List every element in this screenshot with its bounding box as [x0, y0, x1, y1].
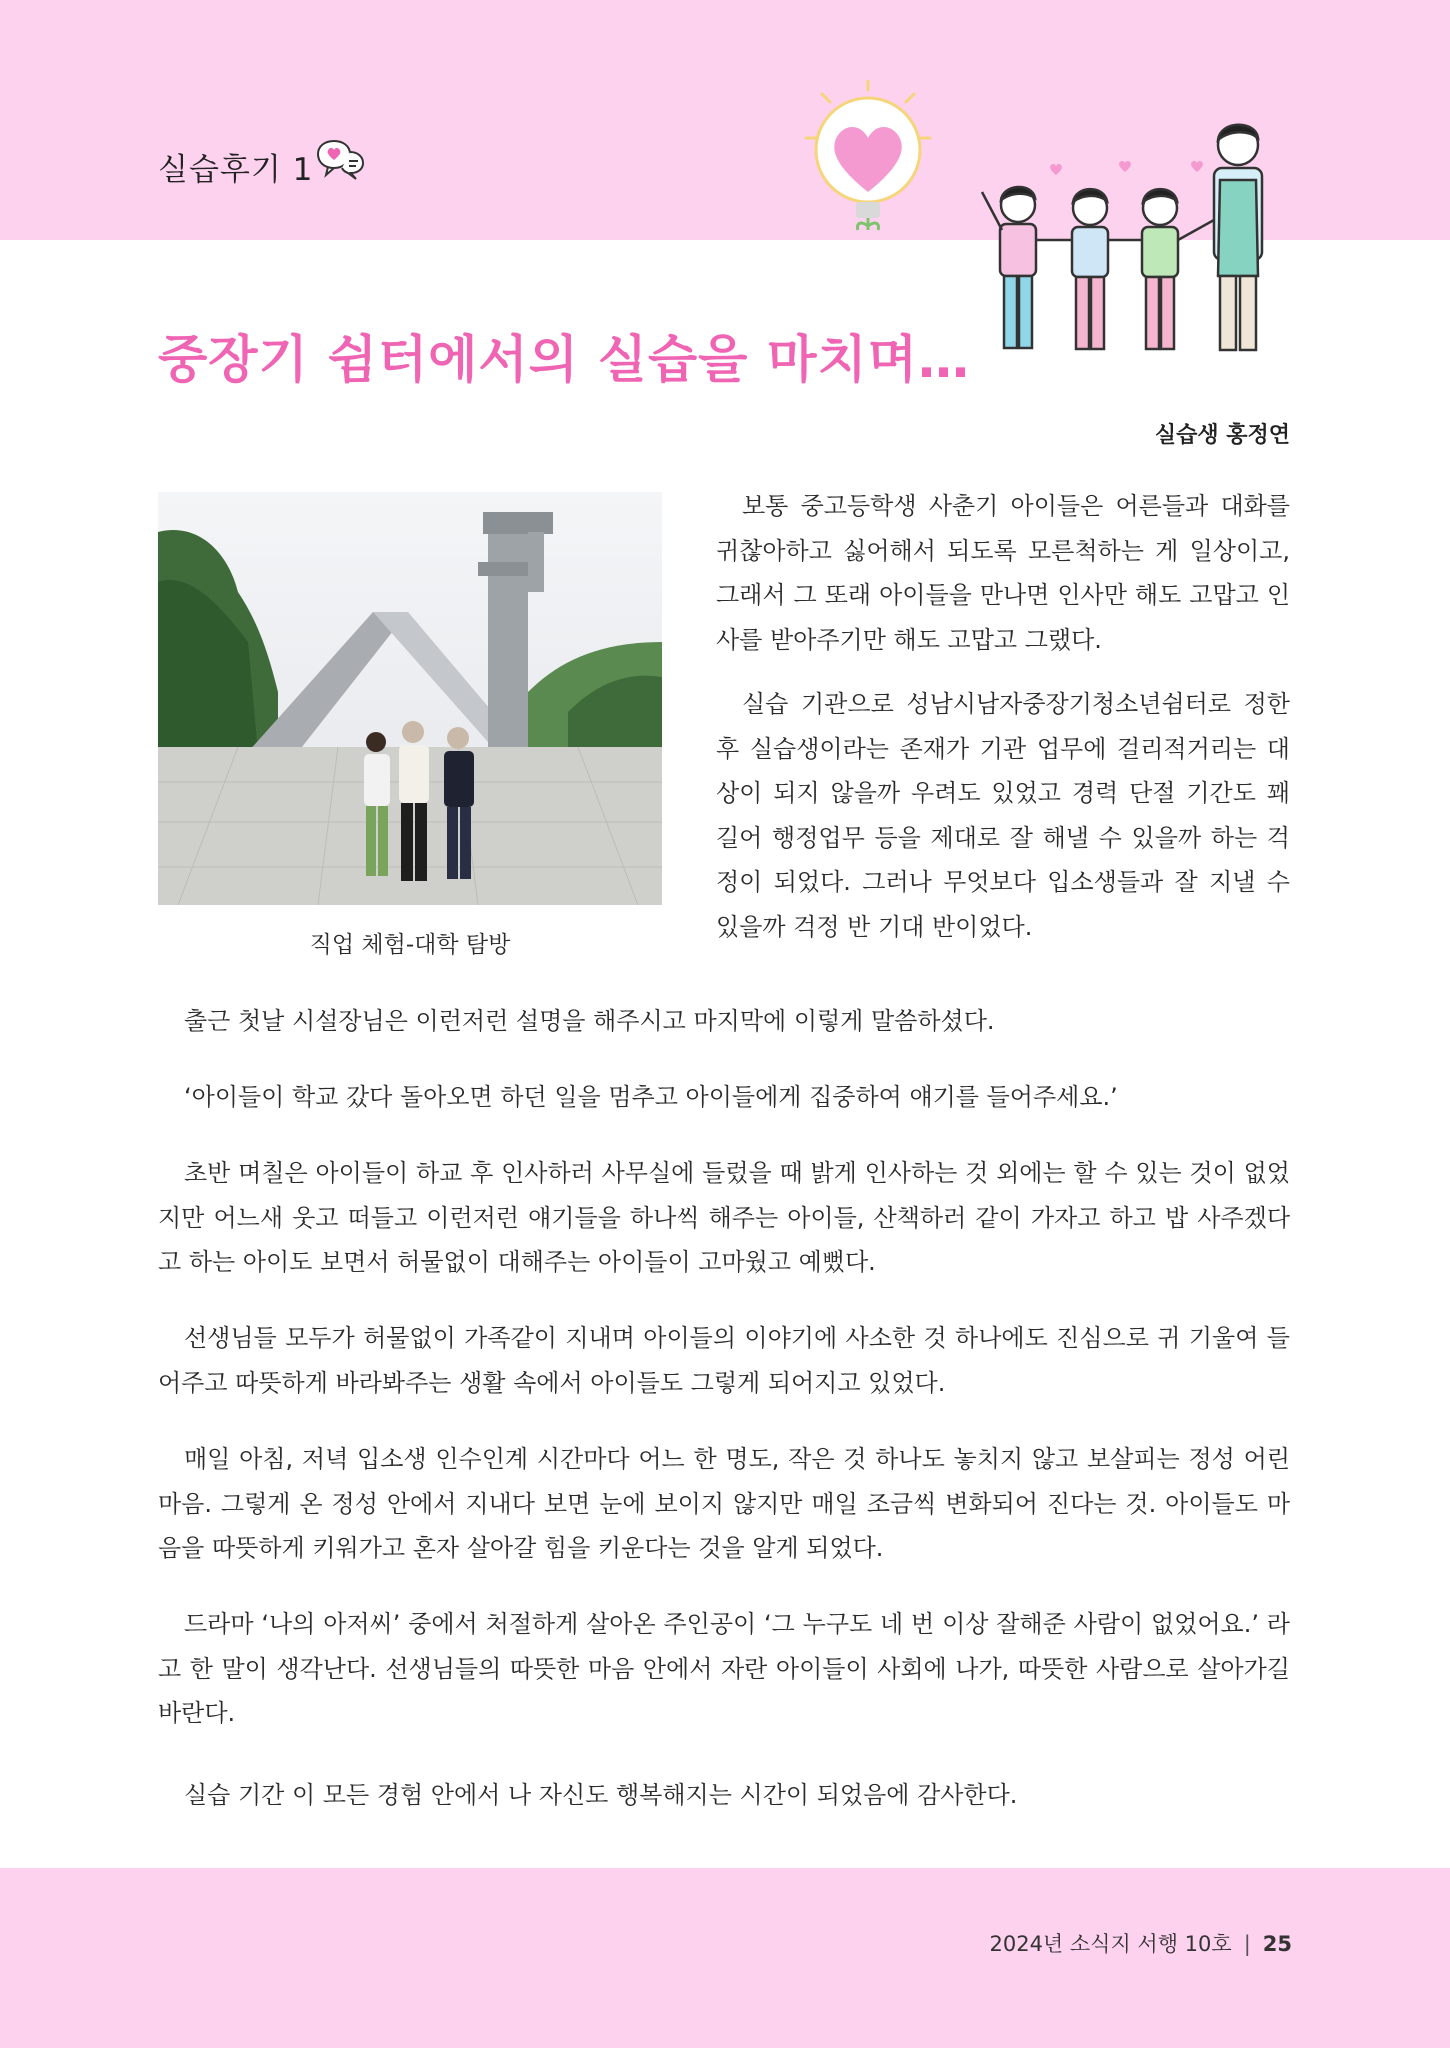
- paragraph-2: 실습 기관으로 성남시남자중장기청소년쉼터로 정한 후 실습생이라는 존재가 기관 업무에 걸리적거리는 대상이 되지 않을까 우려도 있었고 경력 단절 기간도 꽤 길어 행정업무 등을 제대로 잘 해낼 수 있을까 하는 걱정이 되었다. 그러나 무엇보다 입소생들과 잘 지낼 수 있을까 걱정 반 기대 반이었다.: [716, 690, 1290, 941]
- author-byline: 실습생 홍정연: [1154, 423, 1290, 448]
- paragraph-8: 드라마 ‘나의 아저씨’ 중에서 처절하게 살아온 주인공이 ‘그 누구도 네 번 이상 잘해준 사람이 없었어요.’ 라고 한 말이 생각난다. 선생님들의 따뜻한 마음 안에서 자란 아이들이 사회에 나가, 따뜻한 사람으로 살아가길 바란다.: [158, 1610, 1290, 1727]
- footer-separator: |: [1243, 1932, 1251, 1956]
- body-paragraph-block: [158, 1151, 1290, 1285]
- paragraph-1: 보통 중고등학생 사춘기 아이들은 어른들과 대화를 귀찮아하고 싫어해서 되도록 모른척하는 게 일상이고, 그래서 그 또래 아이들을 만나면 인사만 해도 고맙고 인사를 받아주기만 해도 고맙고 그랬다.: [716, 492, 1290, 654]
- body-paragraph-block: [158, 999, 1290, 1044]
- body-paragraph-block: [158, 1075, 1290, 1120]
- issue-label: 2024년 소식지 서행 10호: [989, 1932, 1232, 1956]
- footer-band: [0, 1868, 1450, 2048]
- paragraph-5: 초반 며칠은 아이들이 하교 후 인사하러 사무실에 들렀을 때 밝게 인사하는 것 외에는 할 수 있는 것이 없었지만 어느새 웃고 떠들고 이런저런 얘기들을 하나씩 해주는 아이들, 산책하러 같이 가자고 하고 밥 사주겠다고 하는 아이도 보면서 허물없이 대해주는 아이들이 고마웠고 예뻤다.: [158, 1159, 1290, 1276]
- right-column: [716, 484, 1290, 949]
- photo-caption: 직업 체험-대학 탐방: [309, 932, 511, 958]
- paragraph-7: 매일 아침, 저녁 입소생 인수인계 시간마다 어느 한 명도, 작은 것 하나도 놓치지 않고 보살피는 정성 어린 마음. 그렇게 온 정성 안에서 지내다 보면 눈에 보이지 않지만 매일 조금씩 변화되어 진다는 것. 아이들도 마음을 따뜻하게 키워가고 혼자 살아갈 힘을 키운다는 것을 알게 되었다.: [158, 1445, 1290, 1562]
- paragraph-4-quote: ‘아이들이 학교 갔다 돌아오면 하던 일을 멈추고 아이들에게 집중하여 얘기를 들어주세요.’: [184, 1083, 1118, 1111]
- paragraph-3: 출근 첫날 시설장님은 이런저런 설명을 해주시고 마지막에 이렇게 말씀하셨다.: [184, 1007, 995, 1035]
- body-paragraph-block: [158, 1437, 1290, 1571]
- campus-photo: [158, 492, 662, 905]
- body-paragraph-block: [158, 1773, 1290, 1818]
- chat-heart-icon: [314, 138, 366, 182]
- article-title: 중장기 쉼터에서의 실습을 마치며…: [158, 331, 970, 390]
- paragraph-9: 실습 기간 이 모든 경험 안에서 나 자신도 행복해지는 시간이 되었음에 감사한다.: [184, 1781, 1018, 1809]
- paragraph-6: 선생님들 모두가 허물없이 가족같이 지내며 아이들의 이야기에 사소한 것 하나에도 진심으로 귀 기울여 들어주고 따뜻하게 바라봐주는 생활 속에서 아이들도 그렇게 되어지고 있었다.: [158, 1324, 1290, 1397]
- page-number: 25: [1262, 1932, 1292, 1956]
- body-paragraph-block: [158, 1316, 1290, 1405]
- body-paragraph-block: [158, 1602, 1290, 1736]
- section-label: 실습후기 1: [158, 152, 314, 188]
- page-footer: [989, 1928, 1292, 1958]
